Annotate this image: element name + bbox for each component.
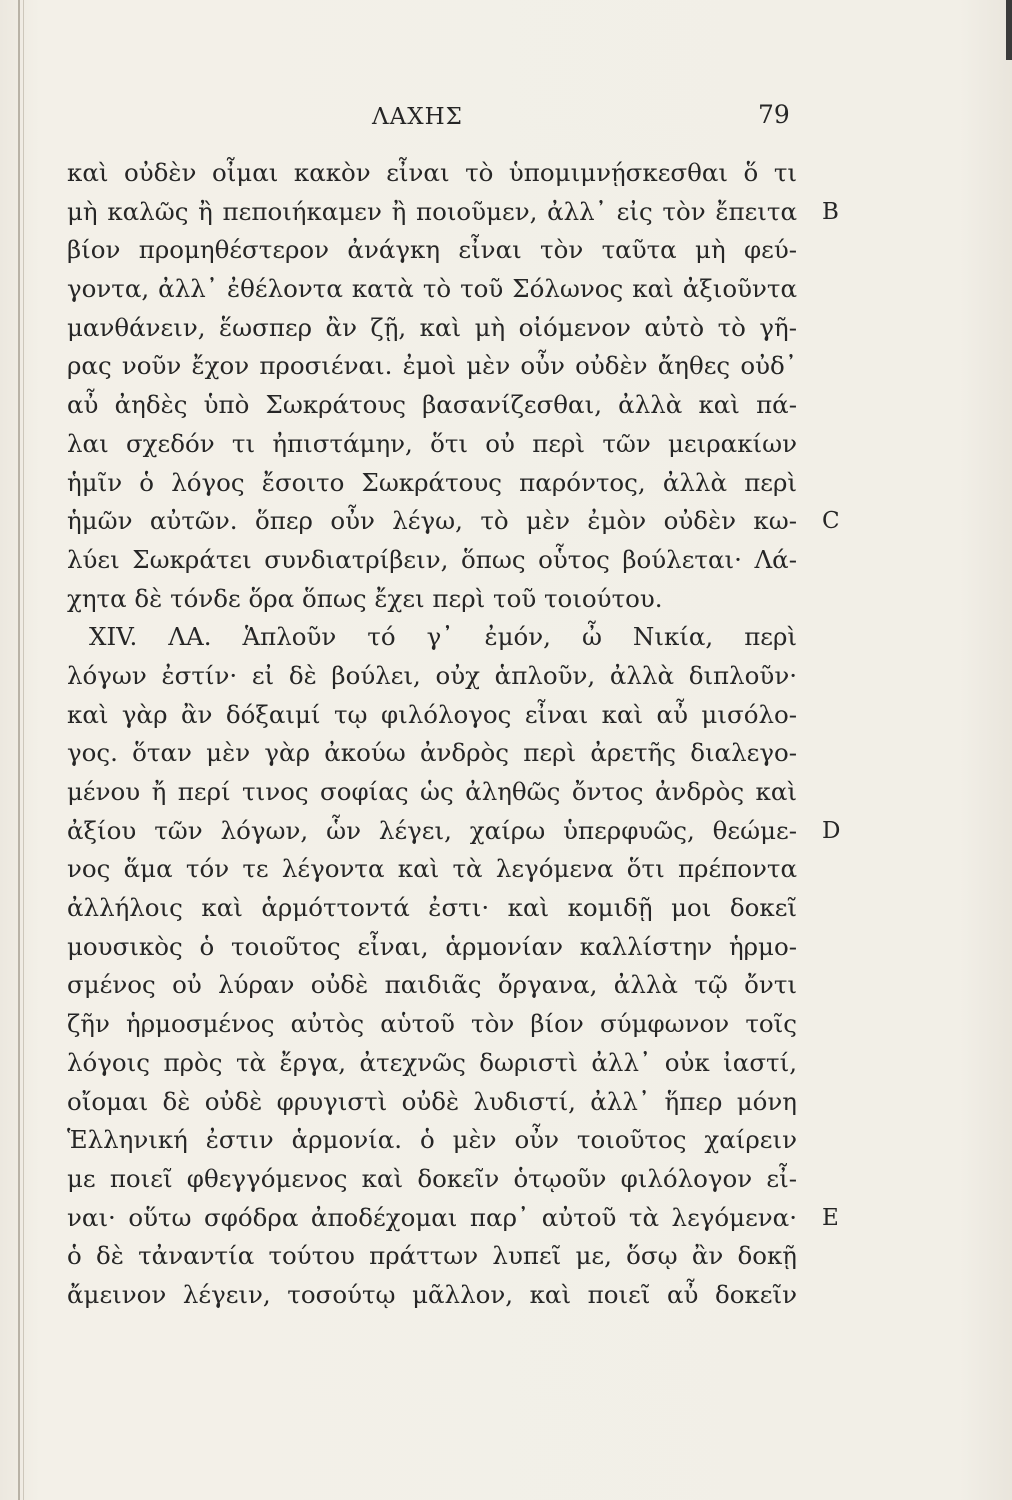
text-line: γοντα, ἀλλ᾽ ἐθέλοντα κατὰ τὸ τοῦ Σόλωνος καὶ ἀξιοῦντα [67,274,797,304]
binding-shadow-line [18,0,20,1500]
text-line: λύει Σωκράτει συνδιατρίβειν, ὅπως οὗτος βούλεται· Λά- [67,544,797,574]
text-line: μένου ἤ περί τινος σοφίας ὡς ἀληθῶς ὄντος ἀνδρὸς καὶ [67,777,797,806]
text-line: βίον προμηθέστερον ἀνάγκη εἶναι τὸν ταῦτα μὴ φεύ- [67,235,797,265]
text-line: XIV. ΛΑ. Ἁπλοῦν τό γ᾽ ἐμόν, ὦ Νικία, περὶ [89,622,797,652]
text-line: ἡμῶν αὐτῶν. ὅπερ οὖν λέγω, τὸ μὲν ἐμὸν οὐδὲν κω- [67,506,797,536]
text-line: ζῆν ἡρμοσμένος αὐτὸς αὑτοῦ τὸν βίον σύμφωνον τοῖς [67,1009,797,1039]
text-line: μουσικὸς ὁ τοιοῦτος εἶναι, ἁρμονίαν καλλίστην ἡρμο- [67,931,797,961]
text-line: σμένος οὐ λύραν οὐδὲ παιδιᾶς ὄργανα, ἀλλὰ τῷ ὄντι [67,970,797,1000]
text-line: μὴ καλῶς ἢ πεποιήκαμεν ἢ ποιοῦμεν, ἀλλ᾽ εἰς τὸν ἔπειτα [67,196,797,226]
stephanus-marginal-letter: E [822,1204,839,1231]
text-line: ἀξίου τῶν λόγων, ὧν λέγει, χαίρω ὑπερφυῶς, θεώμε- [67,815,797,845]
text-line: ναι· οὕτω σφόδρα ἀποδέχομαι παρ᾽ αὐτοῦ τὰ λεγόμενα· [67,1202,797,1232]
running-head-title: ΛΑΧΗΣ [372,104,463,130]
body-text [67,154,841,1315]
text-line: χητα δὲ τόνδε ὅρα ὅπως ἔχει περὶ τοῦ τοιούτου. [67,583,663,613]
page-edge-mark [1006,0,1012,60]
text-line: ρας νοῦν ἔχον προσιέναι. ἐμοὶ μὲν οὖν οὐδὲν ἄηθες οὐδ᾽ [67,351,797,381]
text-line: καὶ γὰρ ἂν δόξαιμί τῳ φιλόλογος εἶναι καὶ αὖ μισόλο- [67,699,797,729]
text-line: ἄμεινον λέγειν, τοσούτῳ μᾶλλον, καὶ ποιεῖ αὖ δοκεῖν [67,1279,797,1309]
text-line: λαι σχεδόν τι ἠπιστάμην, ὅτι οὐ περὶ τῶν μειρακίων [67,428,797,458]
stephanus-marginal-letter: C [822,508,840,535]
binding-shadow-line-inner [23,0,24,1500]
text-line: λόγων ἐστίν· εἰ δὲ βούλει, οὐχ ἁπλοῦν, ἀλλὰ διπλοῦν· [67,660,797,690]
text-line: λόγοις πρὸς τὰ ἔργα, ἀτεχνῶς δωριστὶ ἀλλ᾽ οὐκ ἰαστί, [67,1047,797,1077]
text-line: ὁ δὲ τἀναντία τούτου πράττων λυπεῖ με, ὅσῳ ἂν δοκῇ [67,1241,797,1271]
page-number: 79 [758,100,790,129]
text-line: με ποιεῖ φθεγγόμενος καὶ δοκεῖν ὁτῳοῦν φιλόλογον εἶ- [67,1163,797,1193]
text-line: γος. ὅταν μὲν γὰρ ἀκούω ἀνδρὸς περὶ ἀρετῆς διαλεγο- [67,738,797,768]
text-line: οἴομαι δὲ οὐδὲ φρυγιστὶ οὐδὲ λυδιστί, ἀλλ᾽ ἥπερ μόνη [67,1086,797,1116]
stephanus-marginal-letter: B [822,198,839,225]
stephanus-marginal-letter: D [822,817,841,844]
text-line: καὶ οὐδὲν οἶμαι κακὸν εἶναι τὸ ὑπομιμνῄσκεσθαι ὅ τι [67,158,797,187]
text-line: ἀλλήλοις καὶ ἁρμόττοντά ἐστι· καὶ κομιδῇ μοι δοκεῖ [67,893,797,923]
text-line: ἡμῖν ὁ λόγος ἔσοιτο Σωκράτους παρόντος, ἀλλὰ περὶ [67,467,797,497]
text-line: μανθάνειν, ἕωσπερ ἂν ζῇ, καὶ μὴ οἰόμενον αὐτὸ τὸ γῆ- [67,312,797,342]
text-line: νος ἅμα τόν τε λέγοντα καὶ τὰ λεγόμενα ὅτι πρέποντα [67,854,797,884]
text-line: Ἑλληνική ἐστιν ἁρμονία. ὁ μὲν οὖν τοιοῦτος χαίρειν [67,1125,797,1155]
text-line: αὖ ἀηδὲς ὑπὸ Σωκράτους βασανίζεσθαι, ἀλλὰ καὶ πά- [67,390,797,420]
